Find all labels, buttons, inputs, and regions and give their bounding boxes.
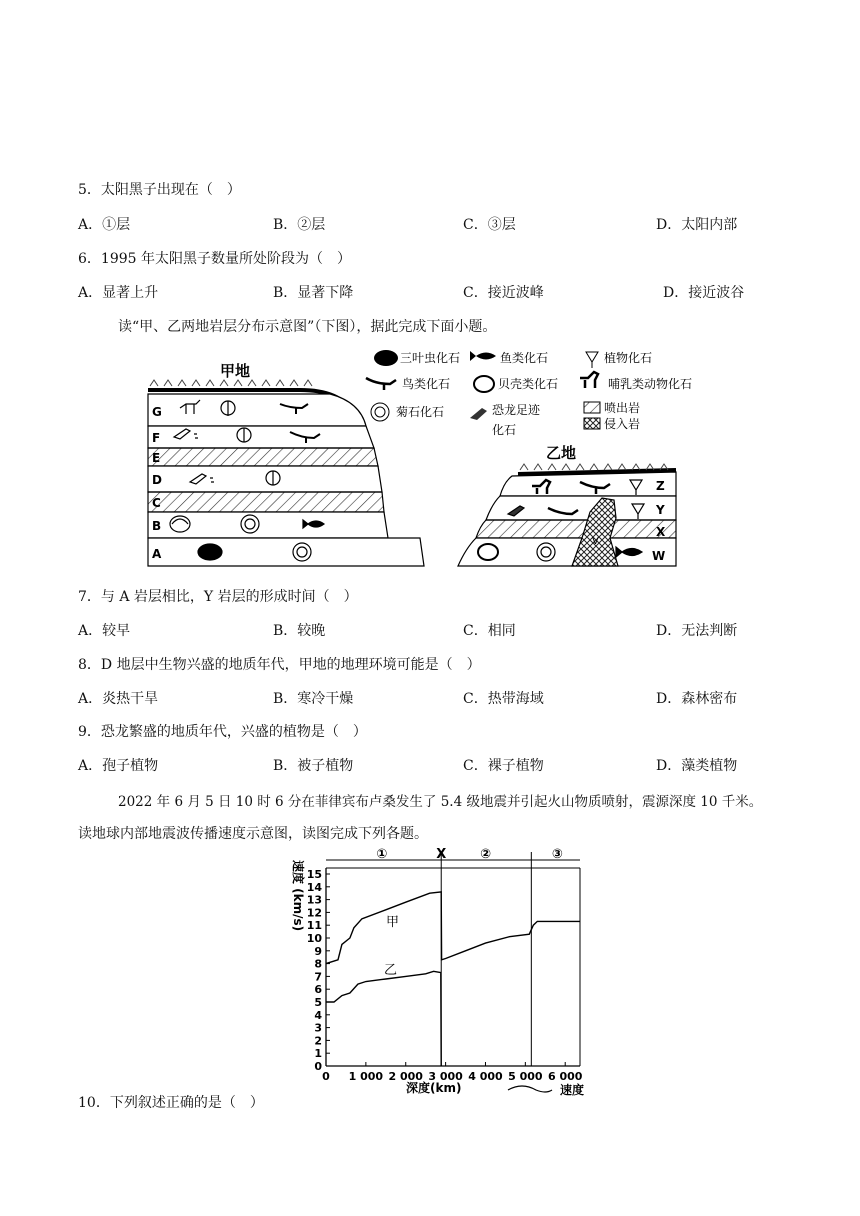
dinosaur-footprint-icon [470,408,487,420]
layer-label-f: F [152,431,161,445]
legend-shell: 贝壳类化石 [498,377,559,391]
zone-label: ② [479,848,491,862]
q5-option-a: A．①层 [78,217,131,233]
y-tick-label: 11 [306,919,322,933]
intro-strata: 读“甲、乙两地岩层分布示意图”（下图），据此完成下面小题。 [118,319,497,335]
series-label-a: 甲 [386,915,400,930]
legend-mammal: 哺乳类动物化石 [608,377,693,391]
layer-label-a: A [152,547,162,561]
q9-option-a: A．孢子植物 [78,758,159,774]
q8-option-c: C．热带海域 [463,691,544,707]
layer-label-z: Z [656,479,665,493]
y-tick-label: 13 [306,893,322,907]
extrusive-icon [584,402,600,413]
question-5-stem: 5．太阳黑子出现在（ ） [78,182,241,198]
q5-option-b: B．②层 [273,217,326,233]
legend-bird: 鸟类化石 [402,377,451,391]
q6-option-c: C．接近波峰 [463,285,544,301]
layer-label-y: Y [656,503,665,517]
q7-option-b: B．较晚 [273,623,326,639]
y-tick-label: 5 [314,996,322,1009]
x-tick-label: 0 [322,1070,330,1083]
q8-option-b: B．寒冷干燥 [273,691,354,707]
y-tick-label: 9 [314,944,322,958]
legend-dinosaur-2: 化石 [492,423,517,437]
legend-dinosaur: 恐龙足迹 [492,403,541,417]
zone-label: X [436,848,447,862]
layer-label-d: D [152,473,162,487]
y-tick-label: 8 [314,957,322,971]
legend [366,350,692,437]
question-6-stem: 6．1995 年太阳黑子数量所处阶段为（ ） [78,251,351,267]
y-tick-label: 3 [314,1021,322,1035]
series-line-b [326,971,441,1066]
y-tick-label: 15 [306,868,322,881]
zone-label: ③ [551,848,563,862]
y-tick-label: 10 [306,932,322,945]
mammal-icon [580,372,598,388]
q5-option-c: C．③层 [463,217,516,233]
x-tick-label: 6 000 [547,1070,583,1083]
legend-curve-icon [508,1086,552,1092]
trilobite-icon [374,350,398,366]
legend-trilobite: 三叶虫化石 [400,351,461,365]
q9-option-c: C．裸子植物 [463,758,544,774]
bird-icon [366,378,396,390]
plant-icon [586,352,598,368]
seismic-wave-chart [278,848,598,1098]
svg-text:V: V [592,536,599,547]
layer-label-w: W [652,549,666,563]
y-tick-label: 14 [306,880,322,894]
intro-earthquake-1: 2022 年 6 月 5 日 10 时 6 分在菲律宾布卢桑发生了 5.4 级地震并引起火山物质喷射，震源深度 10 千米。 [118,794,763,810]
chart-xlabel: 深度(km) [406,1081,462,1095]
q7-option-c: C．相同 [463,623,516,639]
question-9-stem: 9．恐龙繁盛的地质年代，兴盛的植物是（ ） [78,724,367,740]
q9-option-b: B．被子植物 [273,758,354,774]
y-tick-label: 7 [314,970,322,984]
fish-icon [470,351,496,361]
q7-option-a: A．较早 [78,623,131,639]
layer-g [148,394,366,426]
x-tick-label: 5 000 [508,1070,543,1083]
y-tick-label: 0 [314,1060,322,1073]
question-7-stem: 7．与 A 岩层相比，Y 岩层的形成时间（ ） [78,589,358,605]
chart-legend-label: 速度 [560,1083,585,1097]
q6-option-a: A．显著上升 [78,285,159,301]
legend-intrusive: 侵入岩 [604,417,641,431]
intrusive-icon [584,418,600,429]
legend-ammonite: 菊石化石 [396,405,445,419]
shell-icon [474,376,494,392]
chart-ylabel: 速度 (km/s) [291,860,305,932]
ammonite-icon [371,403,389,421]
q7-option-d: D．无法判断 [656,623,738,639]
q6-option-d: D．接近波谷 [663,285,745,301]
q8-option-d: D．森林密布 [656,691,738,707]
zone-label: ① [376,848,388,862]
y-tick-label: 4 [314,1008,322,1022]
y-tick-label: 1 [314,1047,322,1061]
site-a-title: 甲地 [220,362,251,380]
x-tick-label: 2 000 [388,1070,423,1083]
q8-option-a: A．炎热干旱 [78,691,159,707]
q5-option-d: D．太阳内部 [656,217,738,233]
layer-label-e: E [152,451,161,465]
legend-extrusive: 喷出岩 [604,401,641,415]
layer-label-c: C [152,496,161,510]
strata-diagram [140,342,720,572]
x-tick-label: 3 000 [428,1070,463,1083]
layer-label-b: B [152,519,162,533]
legend-plant: 植物化石 [604,351,653,365]
layer-label-x: X [656,525,666,539]
x-tick-label: 1 000 [348,1070,384,1083]
series-label-b: 乙 [384,963,398,978]
question-8-stem: 8．D 地层中生物兴盛的地质年代，甲地的地理环境可能是（ ） [78,657,481,673]
question-10-stem: 10．下列叙述正确的是（ ） [78,1095,264,1111]
y-tick-label: 12 [306,906,322,920]
q6-option-b: B．显著下降 [273,285,354,301]
y-tick-label: 6 [314,983,322,997]
layer-label-g: G [152,405,162,419]
legend-fish: 鱼类化石 [500,351,549,365]
y-tick-label: 2 [314,1034,322,1048]
x-tick-label: 4 000 [468,1070,503,1083]
site-b-title: 乙地 [546,444,577,462]
q9-option-d: D．藻类植物 [656,758,738,774]
intro-earthquake-2: 读地球内部地震波传播速度示意图，读图完成下列各题。 [78,826,428,842]
series-line-a [326,892,580,964]
